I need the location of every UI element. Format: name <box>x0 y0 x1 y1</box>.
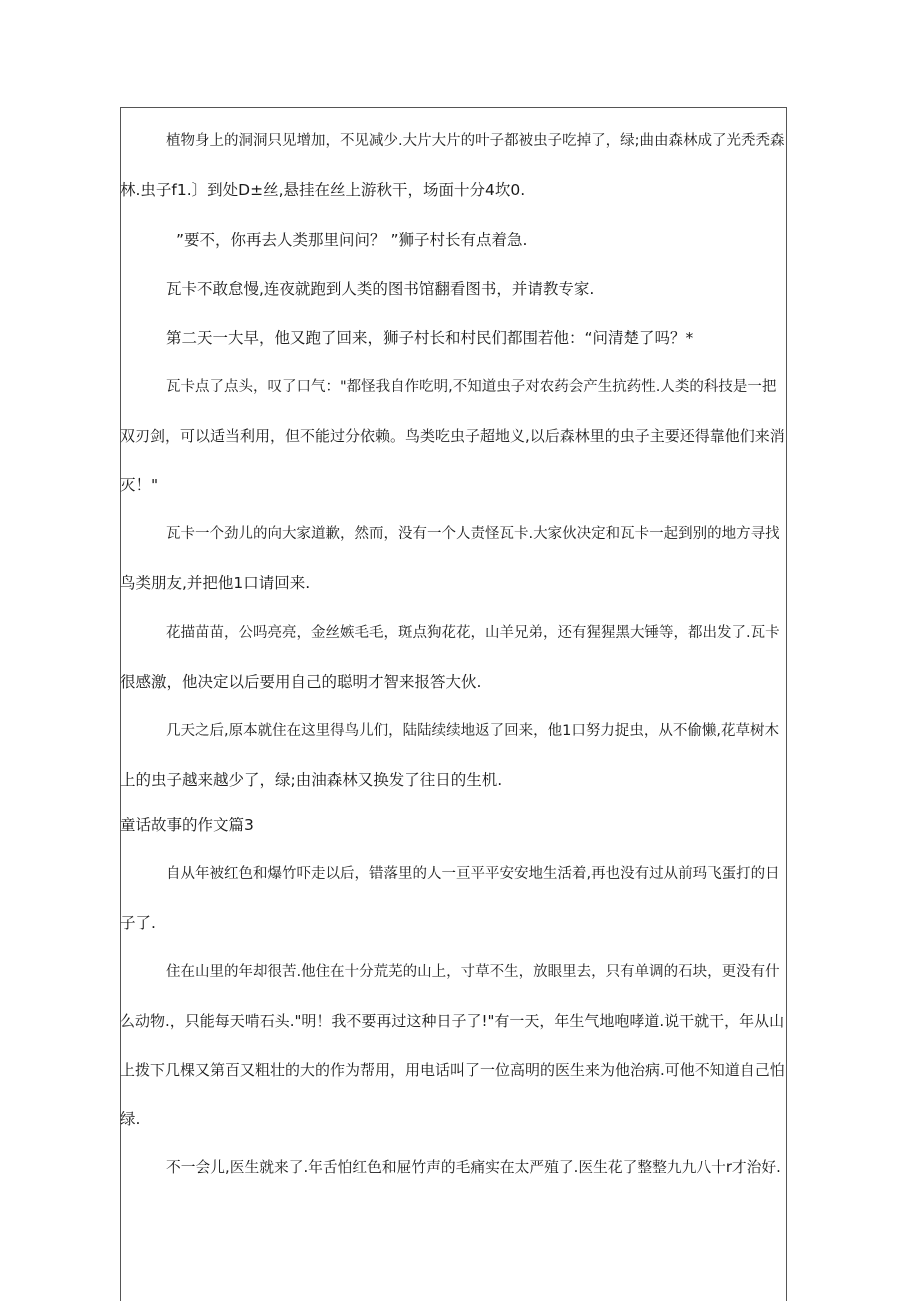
text-line-13: 几天之后,原本就住在这里得鸟儿们，陆陆续续地返了回来，他1口努力捉虫，从不偷懒,花草树木 <box>166 723 779 739</box>
text-line-18: 住在山里的年却很苦.他住在十分荒芜的山上，寸草不生，放眼里去，只有单调的石块，更没有什 <box>166 964 780 980</box>
text-line-3: ”要不，你再去人类那里问问？ ”狮子村长有点着急. <box>176 231 528 249</box>
text-line-10: 鸟类朋友,并把他1口请回来. <box>120 574 311 592</box>
text-line-16: 自从年被红色和爆竹吓走以后，错落里的人一亘平平安安地生活着,再也没有过从前玛飞蛋打的日 <box>166 866 780 882</box>
text-line-5: 第二天一大早，他又跑了回来，狮子村长和村民们都围若他：“问清楚了吗？* <box>166 329 694 347</box>
text-line-22: 不一会儿,医生就来了.年舌怕红色和屉竹声的毛痛实在太严殖了.医生花了整整九九八十r才治好. <box>166 1159 781 1176</box>
text-line-17: 子了. <box>120 914 156 932</box>
text-line-8: 灭！" <box>120 476 159 494</box>
text-line-1: 植物身上的洞洞只见增加，不见减少.大片大片的叶子都被虫子吃掉了，绿;曲由森林成了光秃秃森 <box>166 133 785 149</box>
text-line-12: 很感激，他决定以后要用自己的聪明才智来报答大伙. <box>120 673 482 691</box>
text-line-20: 上拨下几棵又第百又粗壮的大的作为帮用，用电话叫了一位高明的医生来为他治病.可他不知道自己怕 <box>120 1061 785 1079</box>
text-line-14: 上的虫子越来越少了，绿;由油森林又换发了往日的生机. <box>120 771 503 789</box>
text-line-4: 瓦卡不敢怠慢,连夜就跑到人类的图书馆翻看图书，并请教专家. <box>166 280 595 298</box>
text-line-11: 花描苗苗，公吗亮亮，金丝嫉毛毛，斑点狗花花，山羊兄弟，还有猩猩黑大锤等，都出发了.瓦卡 <box>166 625 780 641</box>
text-line-2: 林.虫子f1.〕到处D±丝,悬挂在丝上游秋干，场面十分4坎0. <box>120 181 526 199</box>
text-line-6: 瓦卡点了点头，叹了口气："都怪我自作吃明,不知道虫子对农药会产生抗药性.人类的科技是一把 <box>166 379 777 395</box>
text-line-7: 双刃剑，可以适当利用，但不能过分依赖。鸟类吃虫子超地义,以后森林里的虫子主要还得靠他们来消 <box>120 427 785 445</box>
section-heading: 童话故事的作文篇3 <box>120 816 254 834</box>
text-line-21: 绿. <box>120 1110 141 1128</box>
text-line-9: 瓦卡一个劲儿的向大家道歉，然而，没有一个人责怪瓦卡.大家伙决定和瓦卡一起到别的地方寻找 <box>166 526 780 542</box>
text-line-19: 么动物.，只能每天啃石头."明！我不要再过这种日子了!"有一天，年生气地咆哮道.说干就干，年从山 <box>120 1012 785 1030</box>
